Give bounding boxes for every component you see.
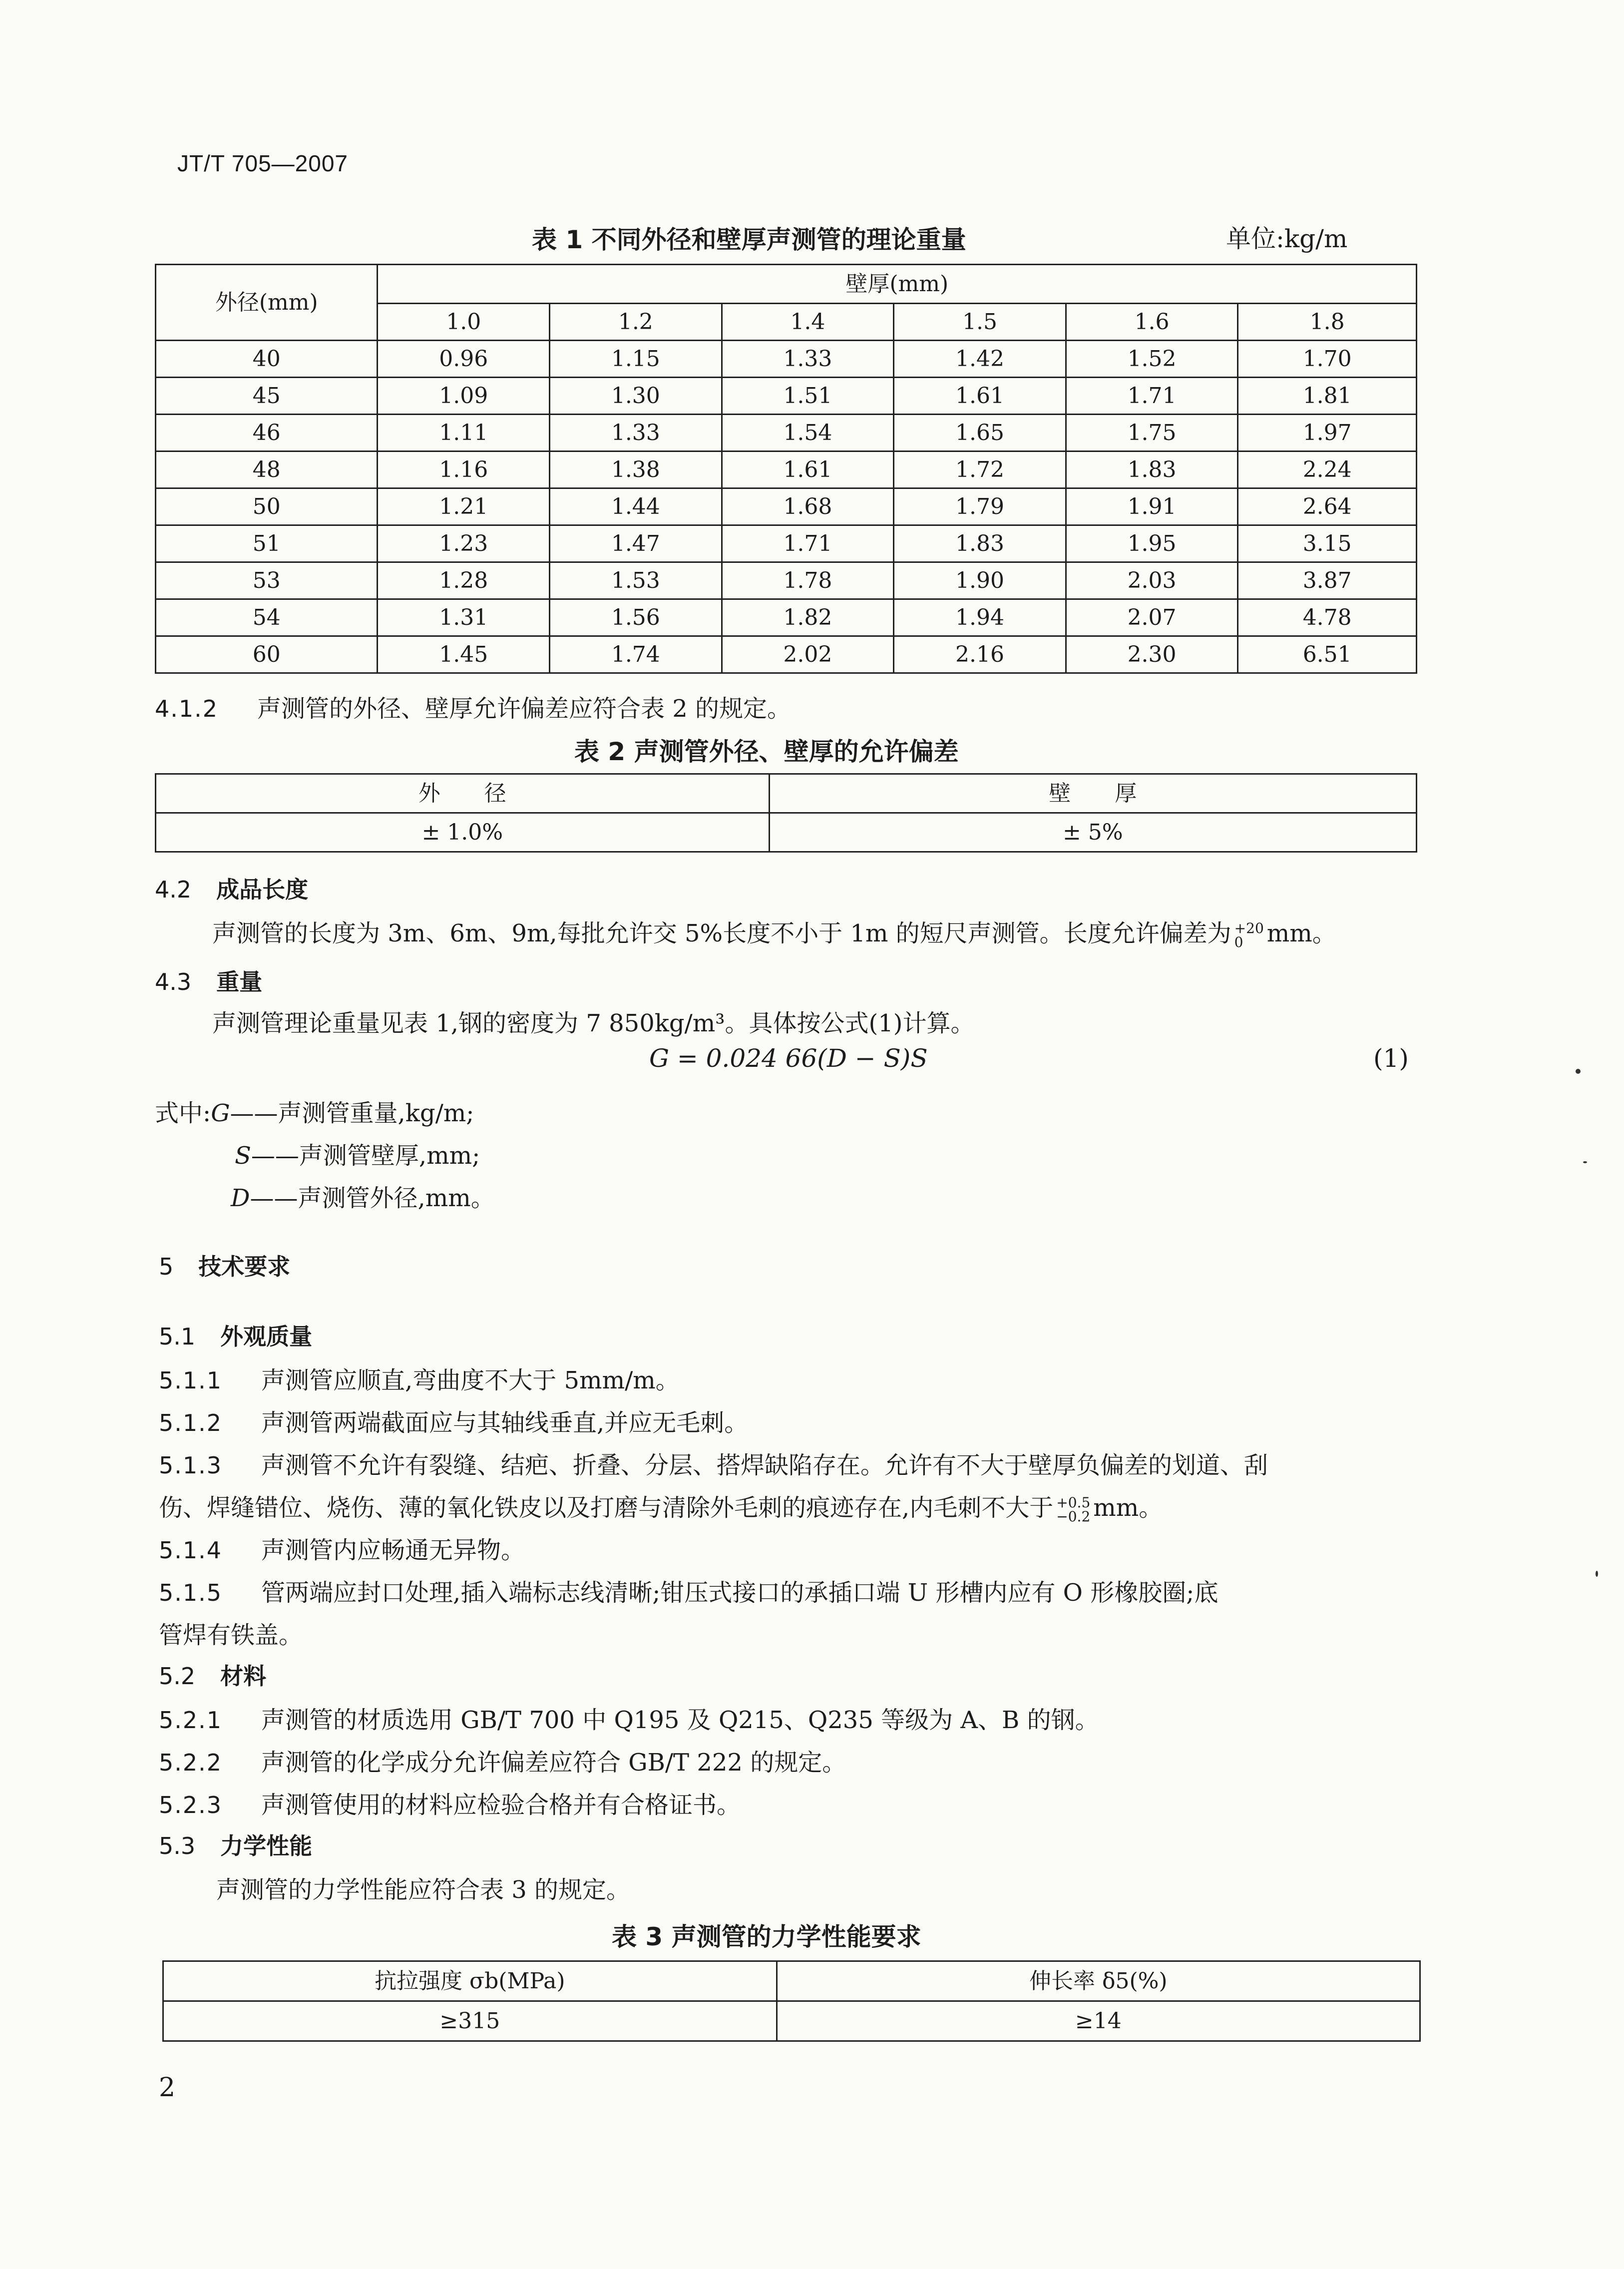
table1-unit: 单位:kg/m: [1226, 224, 1348, 253]
clause-number: 5.2.1: [159, 1707, 223, 1734]
weight-cell: 1.74: [550, 636, 722, 673]
clause-text: 声测管的材质选用 GB/T 700 中 Q195 及 Q215、Q235 等级为 A、B 的钢。: [261, 1706, 1099, 1734]
outer-diameter-cell: 50: [156, 488, 378, 525]
definition-g: ——声测管重量,kg/m;: [230, 1099, 474, 1127]
weight-cell: 1.11: [378, 415, 550, 452]
weight-cell: 2.03: [1066, 562, 1238, 599]
section-5-1-heading: [159, 1319, 312, 1352]
clause-unit: mm。: [1093, 1494, 1163, 1522]
weight-cell: 1.53: [550, 562, 722, 599]
wall-thickness-header: 壁厚(mm): [378, 265, 1417, 304]
table-row: [156, 452, 1417, 488]
definitions-intro: 式中:: [155, 1099, 211, 1127]
section-4-3-heading: [155, 964, 262, 997]
table-row: [156, 599, 1417, 636]
table-row: [156, 415, 1417, 452]
thickness-column-header: 1.2: [550, 304, 722, 341]
outer-diameter-cell: 54: [156, 599, 378, 636]
paragraph-4-3: 声测管理论重量见表 1,钢的密度为 7 850kg/m³。具体按公式(1)计算。: [212, 1009, 975, 1037]
outer-diameter-cell: 60: [156, 636, 378, 673]
definition-s: ——声测管壁厚,mm;: [251, 1142, 480, 1170]
section-title: 力学性能: [220, 1832, 313, 1859]
symbol-definition-row: [231, 1179, 495, 1213]
section-5-2-heading: [159, 1658, 266, 1691]
weight-cell: 1.47: [550, 525, 722, 562]
weight-cell: 1.70: [1238, 341, 1417, 378]
weight-cell: 1.23: [378, 525, 550, 562]
weight-cell: 1.33: [550, 415, 722, 452]
clause-text: 声测管的外径、壁厚允许偏差应符合表 2 的规定。: [257, 695, 792, 723]
weight-cell: 1.65: [894, 415, 1066, 452]
clause-number: 5.1.3: [159, 1452, 223, 1479]
thickness-column-header: 1.0: [378, 304, 550, 341]
clause-number: 5.2.3: [159, 1792, 223, 1818]
weight-cell: 2.30: [1066, 636, 1238, 673]
clause-text: 声测管不允许有裂缝、结疤、折叠、分层、搭焊缺陷存在。允许有不大于壁厚负偏差的划道、刮: [261, 1451, 1268, 1479]
paragraph-5-3: 声测管的力学性能应符合表 3 的规定。: [216, 1876, 631, 1904]
outer-diameter-tolerance: ± 1.0%: [156, 813, 770, 852]
weight-cell: 1.16: [378, 452, 550, 488]
section-5-heading: [159, 1249, 290, 1282]
table1-caption: 表 1 不同外径和壁厚声测管的理论重量: [532, 225, 966, 254]
weight-cell: 4.78: [1238, 599, 1417, 636]
table-row: [156, 341, 1417, 378]
paragraph-4-2: [212, 914, 1336, 949]
clause-text: 声测管使用的材料应检验合格并有合格证书。: [261, 1791, 741, 1819]
paragraph-unit: mm。: [1266, 919, 1336, 947]
clause-5-1-5-continued: 管焊有铁盖。: [159, 1621, 303, 1649]
tensile-strength-value: ≥315: [163, 2001, 777, 2041]
weight-cell: 1.45: [378, 636, 550, 673]
length-tolerance: [1234, 921, 1264, 949]
table-row: [156, 488, 1417, 525]
weight-cell: 1.81: [1238, 378, 1417, 415]
weight-cell: 2.16: [894, 636, 1066, 673]
weight-cell: 1.71: [722, 525, 894, 562]
weight-cell: 2.07: [1066, 599, 1238, 636]
clause-text: 声测管的化学成分允许偏差应符合 GB/T 222 的规定。: [261, 1749, 846, 1777]
weight-cell: 2.64: [1238, 488, 1417, 525]
definition-d: ——声测管外径,mm。: [250, 1184, 495, 1212]
clause-text: 伤、焊缝错位、烧伤、薄的氧化铁皮以及打磨与清除外毛刺的痕迹存在,内毛刺不大于: [159, 1494, 1054, 1522]
weight-cell: 1.28: [378, 562, 550, 599]
weight-cell: 1.52: [1066, 341, 1238, 378]
weight-cell: 1.90: [894, 562, 1066, 599]
section-title: 技术要求: [198, 1253, 291, 1280]
weight-cell: 1.61: [894, 378, 1066, 415]
clause-number: 4.1.2: [155, 695, 219, 722]
outer-diameter-header: 外径(mm): [156, 265, 378, 341]
clause-5-2-1: [159, 1701, 1099, 1735]
section-4-2-heading: [155, 872, 308, 905]
section-number: 4.2: [155, 876, 192, 903]
scan-speck: [1576, 1069, 1581, 1074]
table-row: [156, 378, 1417, 415]
clause-5-1-4: [159, 1531, 525, 1565]
weight-cell: 1.78: [722, 562, 894, 599]
section-5-3-heading: [159, 1828, 312, 1861]
clause-number: 5.2.2: [159, 1749, 223, 1776]
elongation-header: 伸长率 δ5(%): [777, 1961, 1420, 2001]
table-row: [156, 525, 1417, 562]
weight-cell: 1.83: [894, 525, 1066, 562]
clause-5-1-3-continued: [159, 1488, 1163, 1524]
thickness-column-header: 1.8: [1238, 304, 1417, 341]
burr-tolerance: [1056, 1496, 1090, 1524]
weight-cell: 1.51: [722, 378, 894, 415]
clause-text: 声测管内应畅通无异物。: [261, 1536, 525, 1564]
paragraph-text: 声测管的长度为 3m、6m、9m,每批允许交 5%长度不小于 1m 的短尺声测管。长度允许偏差为: [212, 919, 1231, 947]
clause-5-1-2: [159, 1403, 748, 1438]
weight-cell: 1.21: [378, 488, 550, 525]
tolerance-table: [155, 773, 1417, 853]
clause-5-1-5: [159, 1573, 1218, 1608]
weight-cell: 1.44: [550, 488, 722, 525]
weight-cell: 1.61: [722, 452, 894, 488]
scan-speck: [1583, 1161, 1587, 1163]
mechanical-properties-table: [162, 1960, 1421, 2042]
table-row: [156, 562, 1417, 599]
symbol-definition-row: [235, 1136, 480, 1171]
outer-diameter-cell: 46: [156, 415, 378, 452]
clause-5-1-3: [159, 1446, 1268, 1480]
weight-cell: 2.02: [722, 636, 894, 673]
weight-cell: 1.68: [722, 488, 894, 525]
weight-cell: 1.79: [894, 488, 1066, 525]
symbol-g: G: [211, 1099, 230, 1127]
wall-thickness-tolerance: ± 5%: [769, 813, 1416, 852]
weight-table: [155, 264, 1417, 674]
weight-cell: 1.72: [894, 452, 1066, 488]
section-title: 成品长度: [216, 876, 309, 903]
weight-cell: 1.97: [1238, 415, 1417, 452]
table2-caption: 表 2 声测管外径、壁厚的允许偏差: [574, 737, 959, 766]
outer-diameter-cell: 45: [156, 378, 378, 415]
weight-cell: 1.30: [550, 378, 722, 415]
weight-cell: 1.91: [1066, 488, 1238, 525]
scan-speck: [1596, 1571, 1598, 1577]
equation-number: (1): [1373, 1044, 1409, 1073]
clause-text: 声测管两端截面应与其轴线垂直,并应无毛刺。: [261, 1409, 749, 1437]
section-number: 4.3: [155, 968, 192, 995]
section-number: 5.1: [159, 1323, 196, 1350]
clause-number: 5.1.5: [159, 1579, 223, 1606]
document-id: JT/T 705—2007: [177, 150, 349, 176]
outer-diameter-cell: 48: [156, 452, 378, 488]
tolerance-lower: −0.2: [1056, 1508, 1091, 1525]
weight-cell: 1.31: [378, 599, 550, 636]
page-number: 2: [159, 2073, 176, 2103]
table3-caption: 表 3 声测管的力学性能要求: [612, 1922, 921, 1951]
weight-cell: 6.51: [1238, 636, 1417, 673]
clause-number: 5.1.2: [159, 1409, 223, 1436]
weight-cell: 1.09: [378, 378, 550, 415]
weight-cell: 3.15: [1238, 525, 1417, 562]
clause-number: 5.1.1: [159, 1367, 223, 1394]
weight-cell: 1.94: [894, 599, 1066, 636]
section-number: 5.2: [159, 1663, 196, 1690]
section-title: 重量: [216, 968, 263, 995]
clause-text: 管两端应封口处理,插入端标志线清晰;钳压式接口的承插口端 U 形槽内应有 O 形橡胶圈;底: [261, 1579, 1218, 1607]
tensile-strength-header: 抗拉强度 σb(MPa): [163, 1961, 777, 2001]
outer-diameter-cell: 40: [156, 341, 378, 378]
clause-5-1-1: [159, 1361, 680, 1395]
elongation-value: ≥14: [777, 2001, 1420, 2041]
section-number: 5.3: [159, 1832, 196, 1859]
weight-cell: 1.82: [722, 599, 894, 636]
weight-cell: 1.33: [722, 341, 894, 378]
outer-diameter-cell: 51: [156, 525, 378, 562]
section-title: 材料: [220, 1663, 267, 1690]
weight-cell: 1.83: [1066, 452, 1238, 488]
symbol-s: S: [235, 1142, 251, 1170]
thickness-column-header: 1.5: [894, 304, 1066, 341]
table-row: [156, 636, 1417, 673]
weight-cell: 2.24: [1238, 452, 1417, 488]
weight-formula: G = 0.024 66(D − S)S: [649, 1044, 928, 1073]
thickness-column-header: 1.6: [1066, 304, 1238, 341]
weight-cell: 1.71: [1066, 378, 1238, 415]
clause-text: 声测管应顺直,弯曲度不大于 5mm/m。: [261, 1366, 680, 1394]
weight-cell: 1.42: [894, 341, 1066, 378]
tolerance-upper: +0.5: [1056, 1494, 1091, 1511]
weight-cell: 1.54: [722, 415, 894, 452]
weight-cell: 1.38: [550, 452, 722, 488]
clause-5-2-3: [159, 1786, 741, 1820]
weight-cell: 1.15: [550, 341, 722, 378]
section-title: 外观质量: [220, 1323, 313, 1350]
weight-cell: 1.95: [1066, 525, 1238, 562]
clause-4-1-2: [155, 689, 791, 724]
thickness-column-header: 1.4: [722, 304, 894, 341]
weight-cell: 3.87: [1238, 562, 1417, 599]
section-number: 5: [159, 1253, 174, 1280]
tolerance-lower: 0: [1234, 933, 1243, 950]
weight-cell: 0.96: [378, 341, 550, 378]
clause-number: 5.1.4: [159, 1537, 223, 1564]
weight-cell: 1.56: [550, 599, 722, 636]
weight-cell: 1.75: [1066, 415, 1238, 452]
outer-diameter-column-header: 外 径: [156, 774, 770, 813]
symbol-definitions: [155, 1094, 474, 1128]
outer-diameter-cell: 53: [156, 562, 378, 599]
symbol-d: D: [231, 1184, 250, 1212]
tolerance-upper: +20: [1234, 919, 1264, 936]
clause-5-2-2: [159, 1743, 846, 1778]
wall-thickness-column-header: 壁 厚: [769, 774, 1416, 813]
